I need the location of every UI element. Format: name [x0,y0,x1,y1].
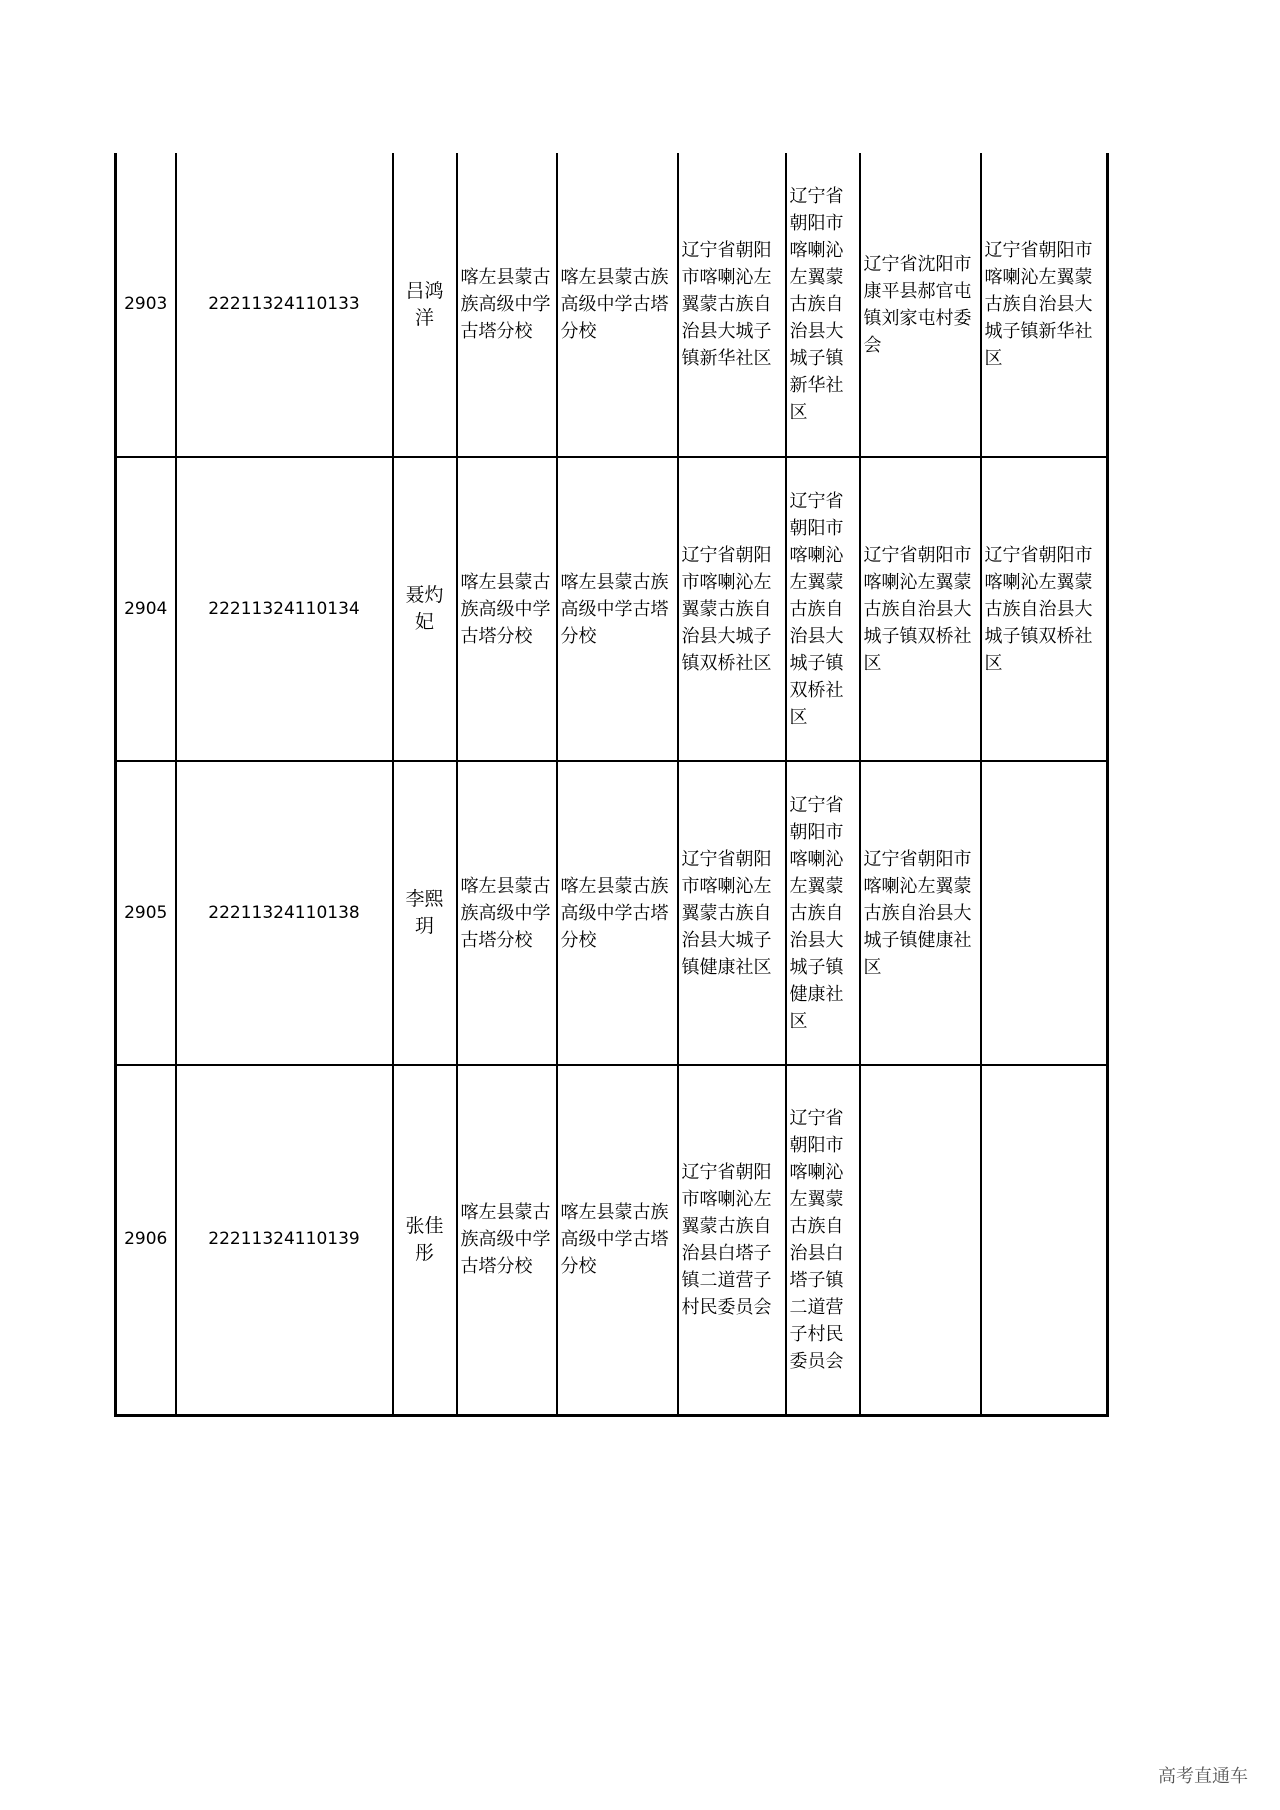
seq-cell [116,457,176,761]
student-name: 吕鸿洋 [405,279,444,329]
student-name: 李熙玥 [405,888,444,937]
school-name: 喀左县蒙古族高级中学古塔分校 [460,571,551,647]
addr3-cell [860,153,981,457]
exam-number-cell [176,457,393,761]
addr4-cell [981,1065,1108,1415]
exam-number-cell [176,761,393,1065]
school-name-2: 喀左县蒙古族高级中学古塔分校 [560,267,669,342]
name-cell [393,153,457,457]
school-cell [457,761,557,1065]
school2-cell [557,153,678,457]
school-cell [457,1065,557,1415]
addr1-cell [678,761,786,1065]
exam-number: 22211324110134 [208,598,360,619]
seq-number: 2906 [124,1229,168,1250]
exam-number: 22211324110133 [208,294,360,314]
school-cell [457,153,557,457]
exam-number-cell [176,153,393,457]
addr3-cell [860,1065,981,1415]
student-name: 聂灼妃 [405,584,444,633]
address-1: 辽宁省朝阳市喀喇沁左翼蒙古族自治县大城子镇新华社区 [681,240,772,369]
addr2-cell [786,457,860,761]
address-3: 辽宁省沈阳市康平县郝官屯镇刘家屯村委会 [863,253,972,356]
exam-number-cell [176,1065,393,1415]
exam-number: 22211324110139 [208,1229,360,1250]
addr1-cell [678,457,786,761]
table-row [116,761,1108,1065]
registration-table [114,153,1109,1417]
addr4-cell [981,153,1108,457]
addr2-cell [786,1065,860,1415]
seq-number: 2905 [124,902,168,923]
address-2: 辽宁省朝阳市喀喇沁左翼蒙古族自治县大城子镇新华社区 [789,186,844,423]
school-name: 喀左县蒙古族高级中学古塔分校 [460,267,551,342]
address-1: 辽宁省朝阳市喀喇沁左翼蒙古族自治县大城子镇双桥社区 [681,544,772,674]
name-cell [393,457,457,761]
table-row [116,153,1108,457]
address-4: 辽宁省朝阳市喀喇沁左翼蒙古族自治县大城子镇双桥社区 [984,544,1093,674]
address-1: 辽宁省朝阳市喀喇沁左翼蒙古族自治县大城子镇健康社区 [681,848,772,978]
addr4-cell [981,761,1108,1065]
name-cell [393,1065,457,1415]
addr3-cell [860,761,981,1065]
address-2: 辽宁省朝阳市喀喇沁左翼蒙古族自治县大城子镇健康社区 [789,794,844,1032]
student-name: 张佳彤 [405,1214,444,1264]
addr2-cell [786,153,860,457]
watermark: 高考直通车 [1158,1766,1248,1787]
school2-cell [557,1065,678,1415]
addr4-cell [981,457,1108,761]
addr1-cell [678,1065,786,1415]
address-3: 辽宁省朝阳市喀喇沁左翼蒙古族自治县大城子镇健康社区 [863,848,972,978]
school2-cell [557,761,678,1065]
seq-cell [116,1065,176,1415]
seq-cell [116,761,176,1065]
addr3-cell [860,457,981,761]
school-name-2: 喀左县蒙古族高级中学古塔分校 [560,571,669,647]
school-name: 喀左县蒙古族高级中学古塔分校 [460,1202,551,1278]
seq-cell [116,153,176,457]
school-cell [457,457,557,761]
addr2-cell [786,761,860,1065]
address-2: 辽宁省朝阳市喀喇沁左翼蒙古族自治县白塔子镇二道营子村民委员会 [789,1107,844,1372]
exam-number: 22211324110138 [208,902,360,923]
address-4: 辽宁省朝阳市喀喇沁左翼蒙古族自治县大城子镇新华社区 [984,240,1093,369]
school-name-2: 喀左县蒙古族高级中学古塔分校 [560,1202,669,1278]
name-cell [393,761,457,1065]
seq-number: 2903 [124,294,168,314]
addr1-cell [678,153,786,457]
address-1: 辽宁省朝阳市喀喇沁左翼蒙古族自治县白塔子镇二道营子村民委员会 [681,1161,772,1318]
school2-cell [557,457,678,761]
table-row [116,457,1108,761]
school-name-2: 喀左县蒙古族高级中学古塔分校 [560,875,669,951]
address-2: 辽宁省朝阳市喀喇沁左翼蒙古族自治县大城子镇双桥社区 [789,490,844,728]
table-row [116,1065,1108,1415]
address-3: 辽宁省朝阳市喀喇沁左翼蒙古族自治县大城子镇双桥社区 [863,544,972,674]
seq-number: 2904 [124,598,168,619]
school-name: 喀左县蒙古族高级中学古塔分校 [460,875,551,951]
